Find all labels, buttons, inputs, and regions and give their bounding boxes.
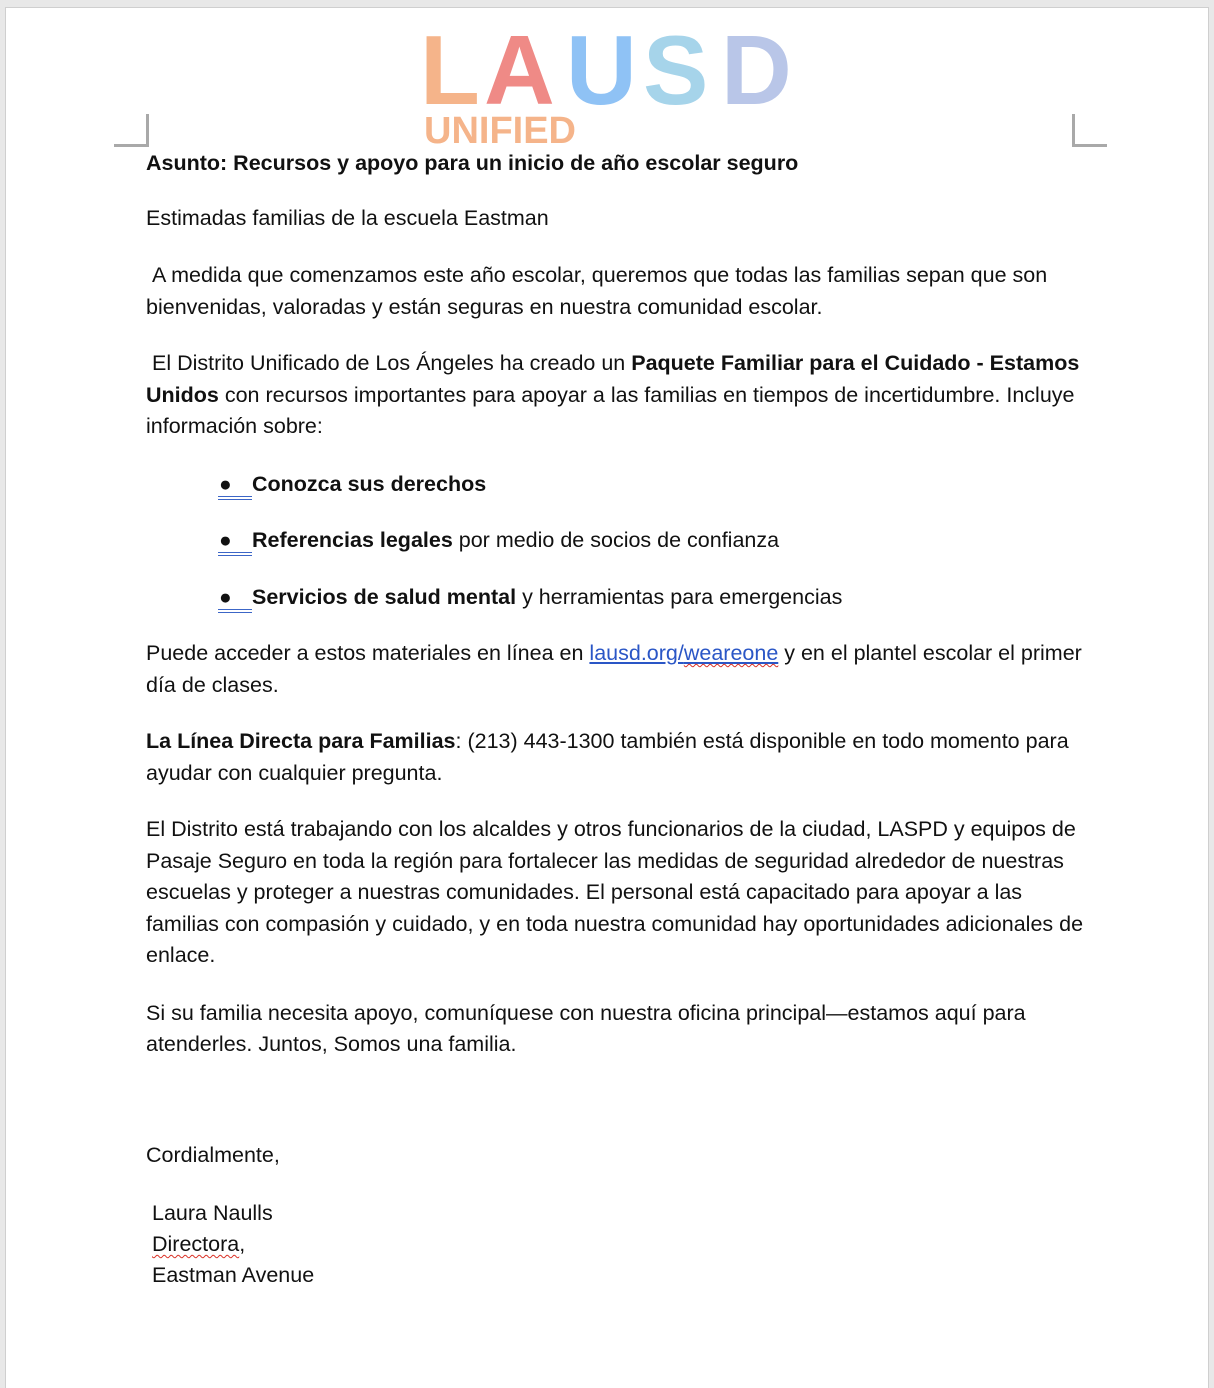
svg-text:UNIFIED: UNIFIED: [424, 110, 576, 152]
signature-title-punct: ,: [239, 1232, 246, 1256]
list-item: [218, 525, 1086, 557]
bullet-icon: [218, 525, 252, 556]
list-item-text: y herramientas para emergencias: [516, 584, 843, 609]
letter-greeting: Estimadas familias de la escuela Eastman: [146, 205, 549, 230]
hotline-label: La Línea Directa para Familias: [146, 729, 456, 753]
hotline-text: : (213) 443-1300 también está disponible en todo momento para ayudar con cualquier pregunta.: [146, 729, 1069, 785]
margin-corner-mark-left: [114, 114, 149, 147]
list-item-bold: Conozca sus derechos: [252, 471, 487, 496]
letter-body: [146, 148, 1086, 1291]
bullet-glyph: ●: [219, 472, 232, 496]
access-text-after: y en el plantel escolar el primer día de clases.: [146, 641, 1088, 697]
svg-text:S: S: [643, 22, 709, 125]
package-text-before: El Distrito Unificado de Los Ángeles ha creado un: [146, 351, 632, 375]
margin-corner-mark-right: [1072, 114, 1107, 147]
bullet-icon: [218, 469, 252, 500]
signature-title: Directora: [152, 1232, 240, 1256]
signature-school: Eastman Avenue: [152, 1263, 315, 1287]
signature-title-line: [152, 1229, 1086, 1260]
svg-text:A: A: [484, 22, 555, 125]
bullet-glyph: ●: [219, 585, 232, 609]
document-page: [6, 8, 1208, 1388]
package-paragraph: [146, 348, 1086, 443]
hotline-paragraph: [146, 726, 1086, 789]
signature-name: Laura Naulls: [152, 1201, 273, 1225]
district-paragraph: El Distrito está trabajando con los alcaldes y otros funcionarios de la ciudad, LASPD y equipos de Pasaje Seguro en toda la región para fortalecer las medidas de seguridad alrededor de nuestras escuelas y proteger a nuestras comunidades. El personal está capacitado para apoyar a las familias con compasión y cuidado, y en toda nuestra comunidad hay oportunidades adicionales de enlace.: [146, 817, 1084, 967]
letter-subject: Asunto: Recursos y apoyo para un inicio de año escolar seguro: [146, 151, 799, 175]
signature-block: [146, 1198, 1086, 1291]
intro-paragraph: A medida que comenzamos este año escolar, queremos que todas las familias sepan que son bienvenidas, valoradas y están seguras en nuestra comunidad escolar.: [146, 263, 1054, 319]
package-text-after: con recursos importantes para apoyar a las familias en tiempos de incertidumbre. Incluye información sobre:: [146, 382, 1081, 438]
weareone-link[interactable]: [589, 641, 778, 665]
list-item: [218, 469, 1086, 501]
svg-text:U: U: [566, 22, 637, 125]
list-item: [218, 582, 1086, 614]
bullet-icon: [218, 582, 252, 613]
resource-list: [146, 469, 1086, 614]
svg-text:D: D: [721, 22, 792, 125]
access-paragraph: [146, 638, 1086, 701]
support-paragraph: Si su familia necesita apoyo, comuníquese con nuestra oficina principal—estamos aquí para atenderles. Juntos, Somos una familia.: [146, 1000, 1026, 1056]
package-name: Paquete Familiar para el Cuidado - Estamos Unidos: [146, 351, 1086, 407]
link-domain: lausd.org/: [589, 641, 684, 665]
svg-text:L: L: [420, 22, 480, 125]
access-text-before: Puede acceder a estos materiales en línea en: [146, 641, 590, 665]
list-item-bold: Servicios de salud mental: [252, 584, 517, 609]
link-path: weareone: [683, 641, 779, 665]
closing: Cordialmente,: [146, 1142, 280, 1167]
list-item-text: por medio de socios de confianza: [452, 528, 780, 552]
list-item-bold: Referencias legales: [252, 528, 453, 552]
bullet-glyph: ●: [219, 529, 232, 552]
lausd-unified-logo: [420, 22, 810, 152]
